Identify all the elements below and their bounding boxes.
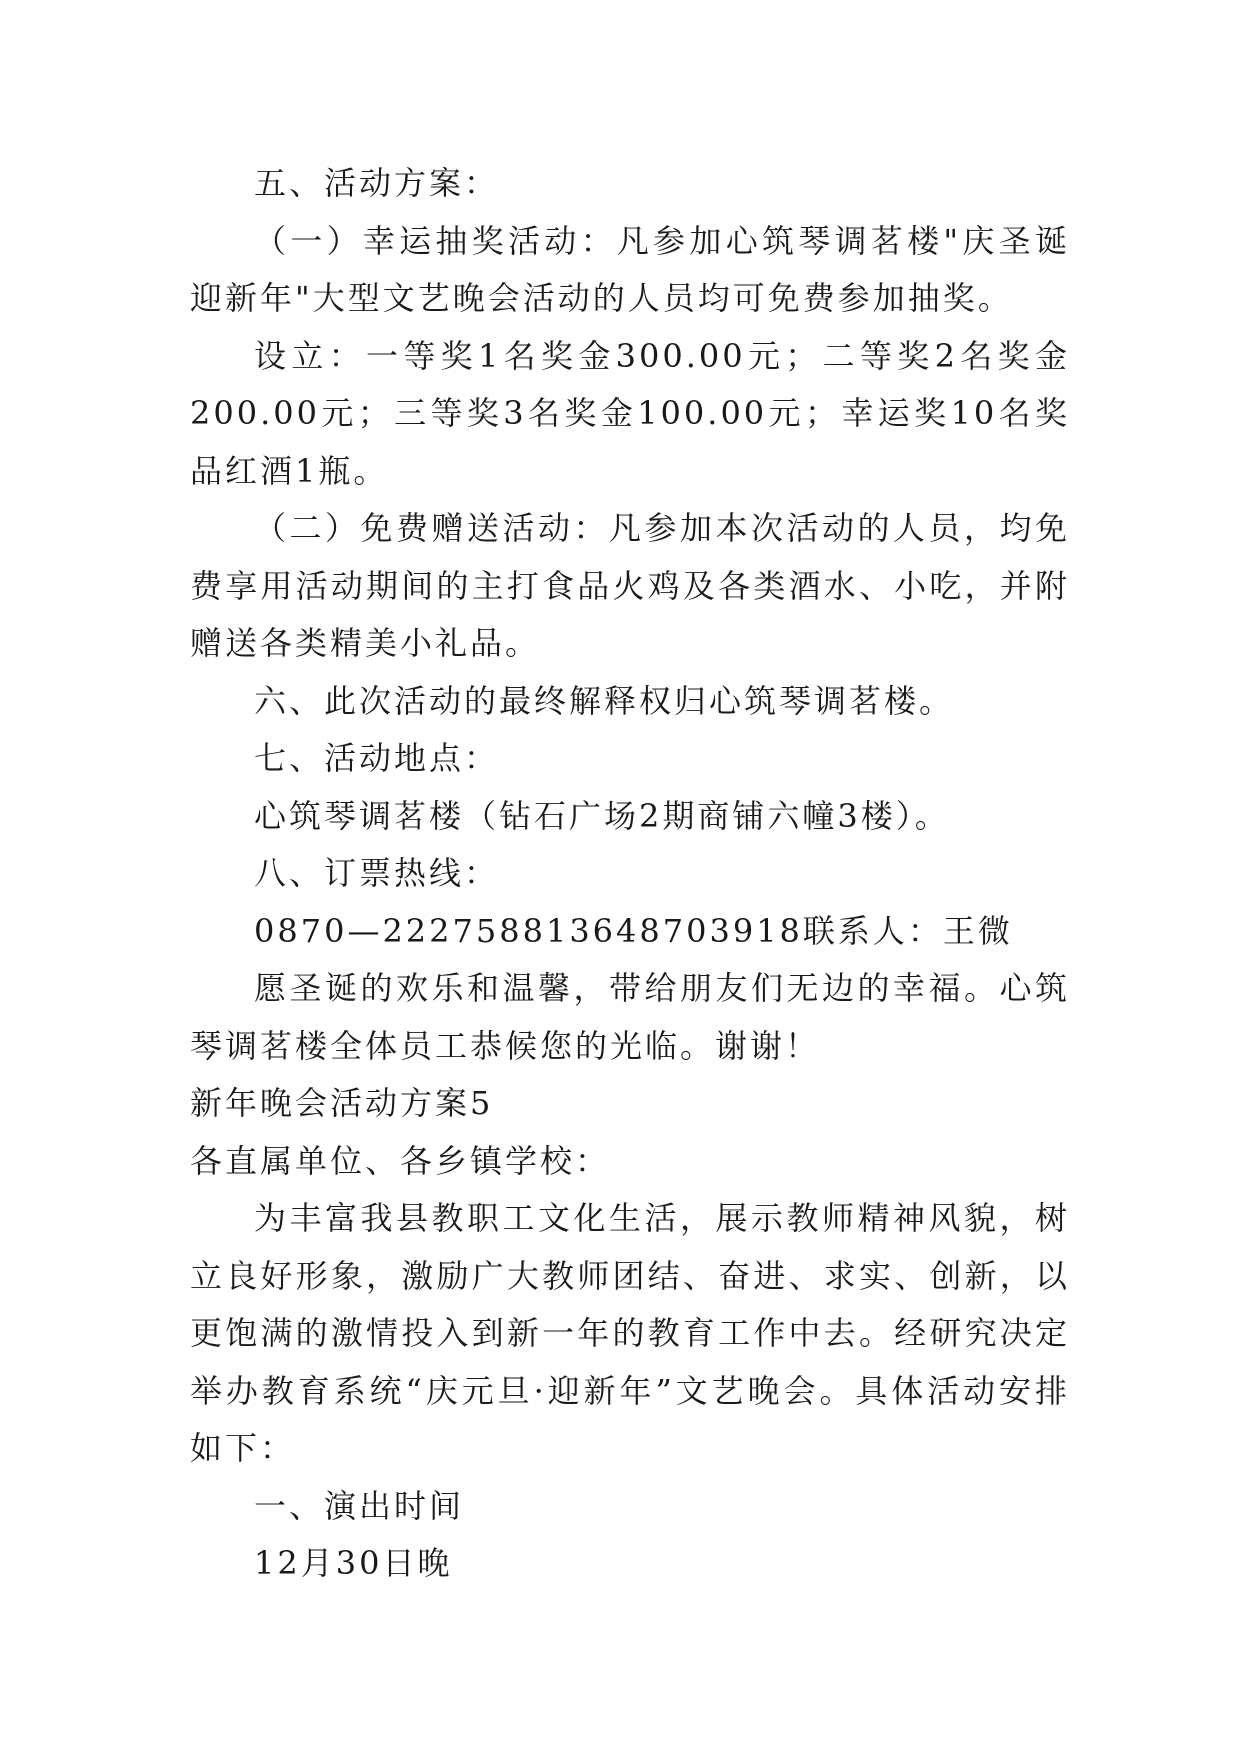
- document-body: [190, 155, 1070, 1593]
- paragraph-performance-date: 12月30日晚: [254, 1544, 453, 1582]
- section-heading-venue: 七、活动地点：: [254, 739, 500, 777]
- section-heading-hotline: 八、订票热线：: [254, 854, 500, 892]
- paragraph-final-interpretation: 六、此次活动的最终解释权归心筑琴调茗楼。: [254, 681, 955, 720]
- section-heading-activity-plan: 五、活动方案：: [254, 164, 500, 202]
- paragraph-lucky-draw: （一）幸运抽奖活动：凡参加心筑琴调茗楼"庆圣诞迎新年"大型文艺晚会活动的人员均可免费参加抽奖。: [190, 221, 1070, 317]
- paragraph-free-gifts: （二）免费赠送活动：凡参加本次活动的人员，均免费享用活动期间的主打食品火鸡及各类酒水、小吃，并附赠送各类精美小礼品。: [190, 509, 1070, 662]
- paragraph-greeting: 愿圣诞的欢乐和温馨，带给朋友们无边的幸福。心筑琴调茗楼全体员工恭候您的光临。谢谢！: [190, 969, 1070, 1065]
- paragraph-introduction: 为丰富我县教职工文化生活，展示教师精神风貌，树立良好形象，激励广大教师团结、奋进、求实、创新，以更饱满的激情投入到新一年的教育工作中去。经研究决定举办教育系统“庆元旦·迎新年”文艺晚会。具体活动安排如下：: [190, 1199, 1070, 1467]
- document-title-plan-5: 新年晚会活动方案5: [190, 1084, 494, 1122]
- paragraph-hotline-contact: 0870—222758813648703918联系人：王微: [254, 911, 1013, 950]
- paragraph-addressee: 各直属单位、各乡镇学校：: [190, 1141, 611, 1180]
- paragraph-prizes: 设立：一等奖1名奖金300.00元；二等奖2名奖金200.00元；三等奖3名奖金100.00元；幸运奖10名奖品红酒1瓶。: [190, 336, 1070, 490]
- paragraph-venue-address: 心筑琴调茗楼（钻石广场2期商铺六幢3楼）。: [254, 796, 950, 835]
- section-heading-performance-time: 一、演出时间: [254, 1486, 465, 1525]
